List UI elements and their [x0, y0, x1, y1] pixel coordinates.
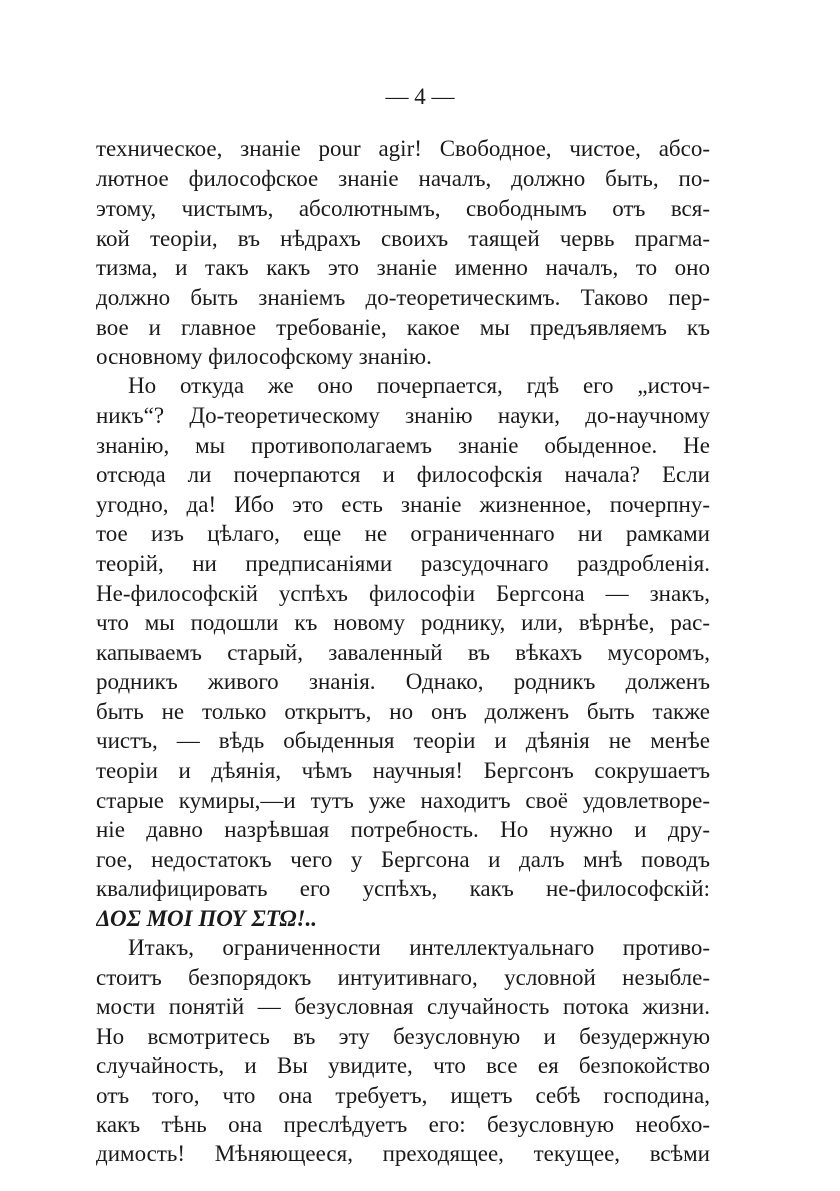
text-line: квалифицировать его успѣхъ, какъ не-философскій:	[96, 876, 710, 901]
text-line: отъ того, что она требуетъ, ищетъ себѣ господина,	[96, 1083, 710, 1108]
text-line: отсюда ли почерпаются и философскія начала? Если	[96, 462, 710, 487]
text-line: техническое, знаніе pour agir! Свободное, чистое, абсо-	[96, 136, 710, 161]
text-line: тое изъ цѣлаго, еще не ограниченнаго ни рамками	[96, 521, 710, 546]
text-line: лютное философское знаніе началъ, должно быть, по-	[96, 166, 710, 191]
text-line: этому, чистымъ, абсолютнымъ, свободнымъ отъ вся-	[96, 196, 710, 221]
text-line: теоріи и дѣянія, чѣмъ научныя! Бергсонъ сокрушаетъ	[96, 758, 710, 783]
text-line: Не-философскій успѣхъ философіи Бергсона — знакъ,	[96, 581, 710, 606]
text-line: старые кумиры,—и тутъ уже находитъ своё удовлетворе-	[96, 788, 710, 813]
text-line: что мы подошли къ новому роднику, или, вѣрнѣе, рас-	[96, 610, 710, 635]
text-line: вое и главное требованіе, какое мы предъявляемъ къ	[96, 315, 710, 340]
text-line: ніе давно назрѣвшая потребность. Но нужно и дру-	[96, 817, 710, 842]
text-line: Но всмотритесь въ эту безусловную и безудержную	[96, 1024, 710, 1049]
text-line: основному философскому знанію.	[96, 344, 432, 369]
text-line: чистъ, — вѣдь обыденныя теоріи и дѣянія не менѣе	[96, 728, 710, 753]
text-line: тизма, и такъ какъ это знаніе именно началъ, то оно	[96, 255, 710, 280]
text-line: димость! Мѣняющееся, преходящее, текущее, всѣми	[96, 1141, 710, 1166]
text-line: быть не только открытъ, но онъ долженъ быть также	[96, 699, 710, 724]
text-line: ΔΟΣ ΜΟΙ ΠΟΥ ΣΤΩ!..	[96, 906, 317, 931]
text-line: гое, недостатокъ чего у Бергсона и далъ мнѣ поводъ	[96, 847, 710, 872]
text-line: родникъ живого знанія. Однако, родникъ долженъ	[96, 669, 710, 694]
text-line: капываемъ старый, заваленный въ вѣкахъ мусоромъ,	[96, 640, 710, 665]
text-line: стоитъ безпорядокъ интуитивнаго, условной незыбле-	[96, 965, 710, 990]
text-line: угодно, да! Ибо это есть знаніе жизненное, почерпну-	[96, 492, 710, 517]
text-line: должно быть знаніемъ до-теоретическимъ. Таково пер-	[96, 285, 710, 310]
page-number: — 4 —	[385, 84, 455, 109]
text-line: кой теоріи, въ нѣдрахъ своихъ таящей червь прагма-	[96, 226, 710, 251]
text-line: какъ тѣнь она преслѣдуетъ его: безусловную необхо-	[96, 1112, 710, 1137]
text-line: теорій, ни предписаніями разсудочнаго раздробленія.	[96, 551, 710, 576]
text-line: случайность, и Вы увидите, что все ея безпокойство	[96, 1053, 710, 1078]
text-line: Итакъ, ограниченности интеллектуальнаго противо-	[128, 935, 710, 960]
text-line: мости понятій — безусловная случайность потока жизни.	[96, 994, 710, 1019]
text-line: Но откуда же оно почерпается, гдѣ его „источ-	[128, 373, 710, 398]
text-line: знанію, мы противополагаемъ знаніе обыденное. Не	[96, 433, 710, 458]
text-line: никъ“? До-теоретическому знанію науки, до-научному	[96, 403, 710, 428]
